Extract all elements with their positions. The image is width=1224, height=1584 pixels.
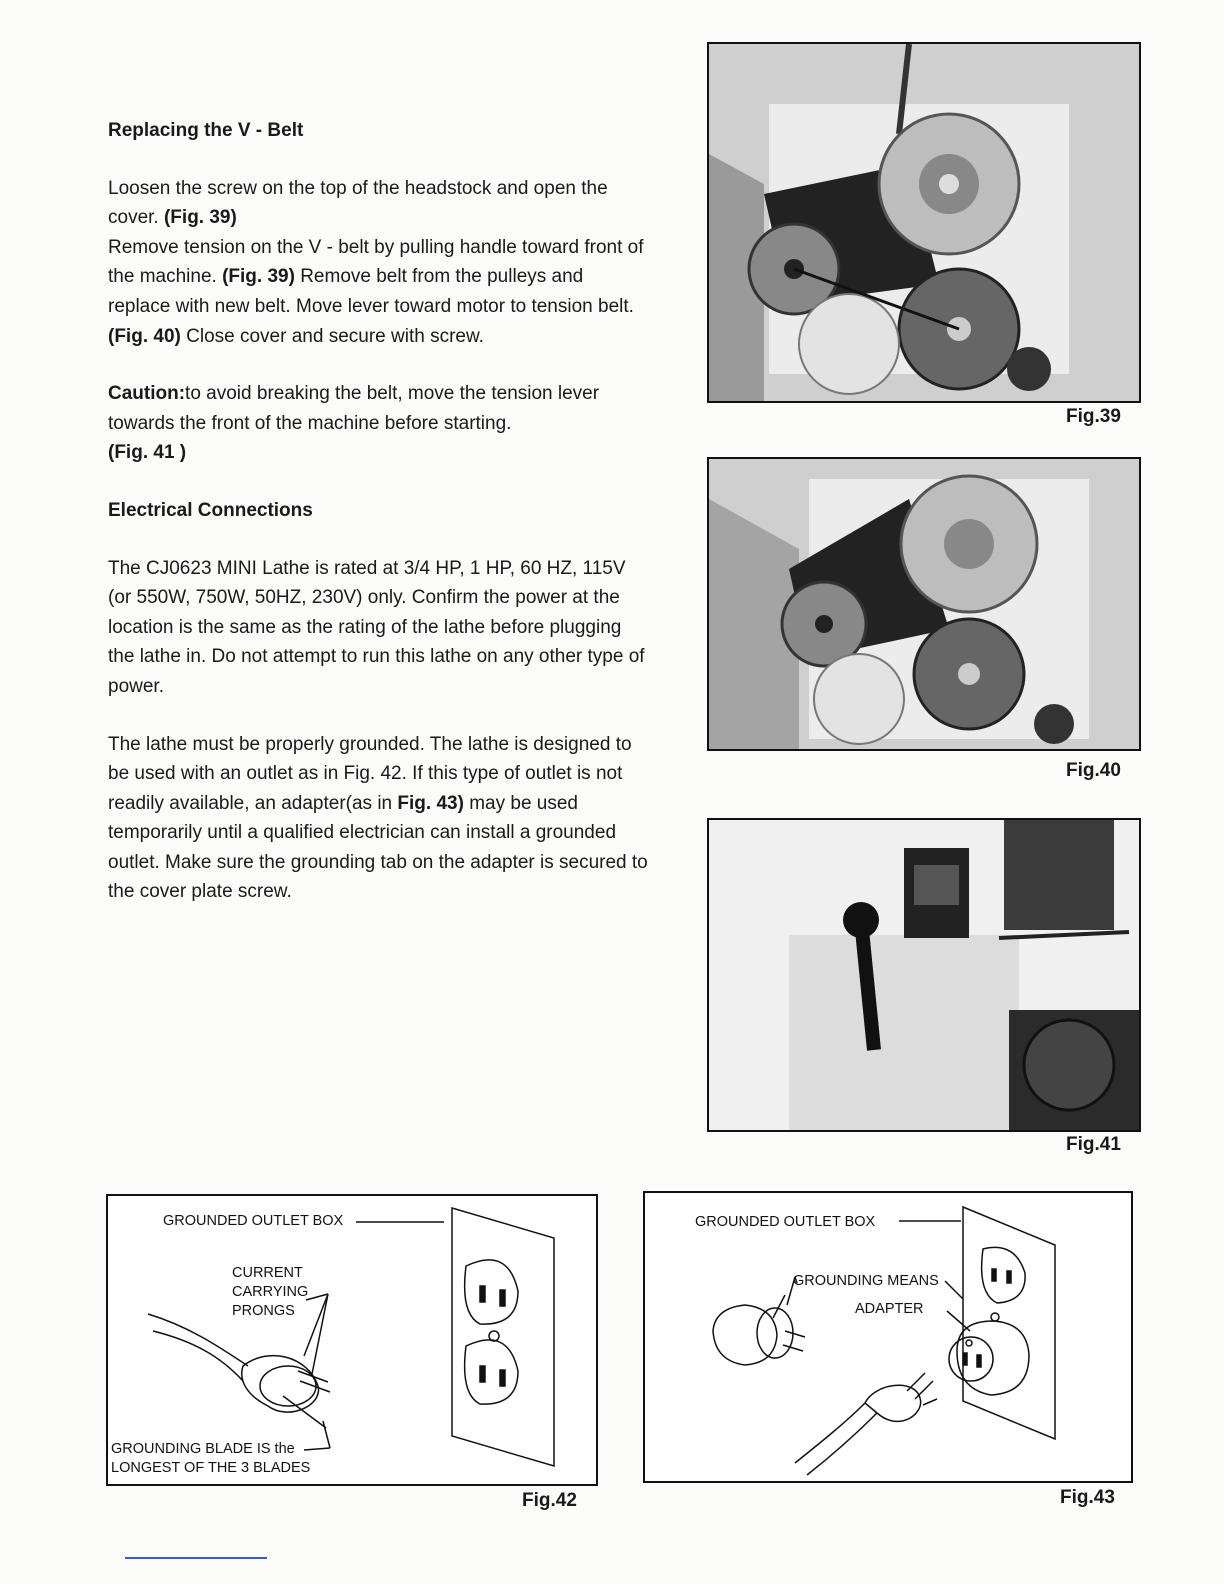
heading-electrical: Electrical Connections xyxy=(108,499,313,521)
fig40-caption: Fig.40 xyxy=(1066,760,1121,781)
pulley-assembly-image xyxy=(709,44,1139,401)
fig43-caption: Fig.43 xyxy=(1060,1487,1115,1508)
belt-paragraph-2: Remove tension on the V - belt by pulling handle toward front of the machine. (Fig. 39) Remove belt from the pulleys and replace with new belt. Move lever toward motor to tension belt. (Fig. 40) Close cover and secure with screw. xyxy=(108,236,644,347)
fig43-adapter-label: ADAPTER xyxy=(855,1301,924,1317)
fig42-prongs-label-2: CARRYING xyxy=(232,1284,309,1300)
tension-lever-image xyxy=(709,820,1139,1130)
fig42-prongs-label-1: CURRENT xyxy=(232,1265,303,1281)
fig42-diagram xyxy=(106,1194,598,1486)
fig43-grounding-means-label: GROUNDING MEANS xyxy=(793,1273,939,1289)
pulley-assembly-tensioned-image xyxy=(709,459,1139,749)
caution-paragraph: Caution:to avoid breaking the belt, move the tension lever towards the front of the machine before starting. (Fig. 41 ) xyxy=(108,383,600,464)
fig42-blade-label-2: LONGEST OF THE 3 BLADES xyxy=(111,1460,311,1476)
footer-rule xyxy=(125,1557,267,1559)
adapter-drawing xyxy=(645,1193,1131,1481)
fig43-diagram xyxy=(643,1191,1133,1483)
fig41-caption: Fig.41 xyxy=(1066,1134,1121,1155)
fig42-caption: Fig.42 xyxy=(522,1490,577,1511)
fig42-blade-label-1: GROUNDING BLADE IS the xyxy=(111,1441,295,1457)
fig42-outlet-box-label: GROUNDED OUTLET BOX xyxy=(163,1213,344,1229)
fig39-caption: Fig.39 xyxy=(1066,406,1121,427)
fig39-photo xyxy=(707,42,1141,403)
fig42-prongs-label-3: PRONGS xyxy=(232,1303,295,1319)
fig40-photo xyxy=(707,457,1141,751)
belt-paragraph-1: Loosen the screw on the top of the headstock and open the cover. (Fig. 39) xyxy=(108,177,608,229)
heading-replacing-belt: Replacing the V - Belt xyxy=(108,120,304,141)
electrical-paragraph-1: The CJ0623 MINI Lathe is rated at 3/4 HP, 1 HP, 60 HZ, 115V (or 550W, 750W, 50HZ, 230V) only. Confirm the power at the location is the same as the rating of the lathe before plugging the lathe in. Do not attempt to run this lathe on any other type of power. xyxy=(108,557,645,697)
fig41-photo xyxy=(707,818,1141,1132)
fig43-outlet-box-label: GROUNDED OUTLET BOX xyxy=(695,1214,876,1230)
electrical-paragraph-2: The lathe must be properly grounded. The lathe is designed to be used with an outlet as in Fig. 42. If this type of outlet is not readily available, an adapter(as in Fig. 43) may be used temporarily until a qualified electrician can install a grounded outlet. Make sure the grounding tab on the adapter is secured to the cover plate screw. xyxy=(108,733,648,903)
text-column xyxy=(108,116,648,907)
